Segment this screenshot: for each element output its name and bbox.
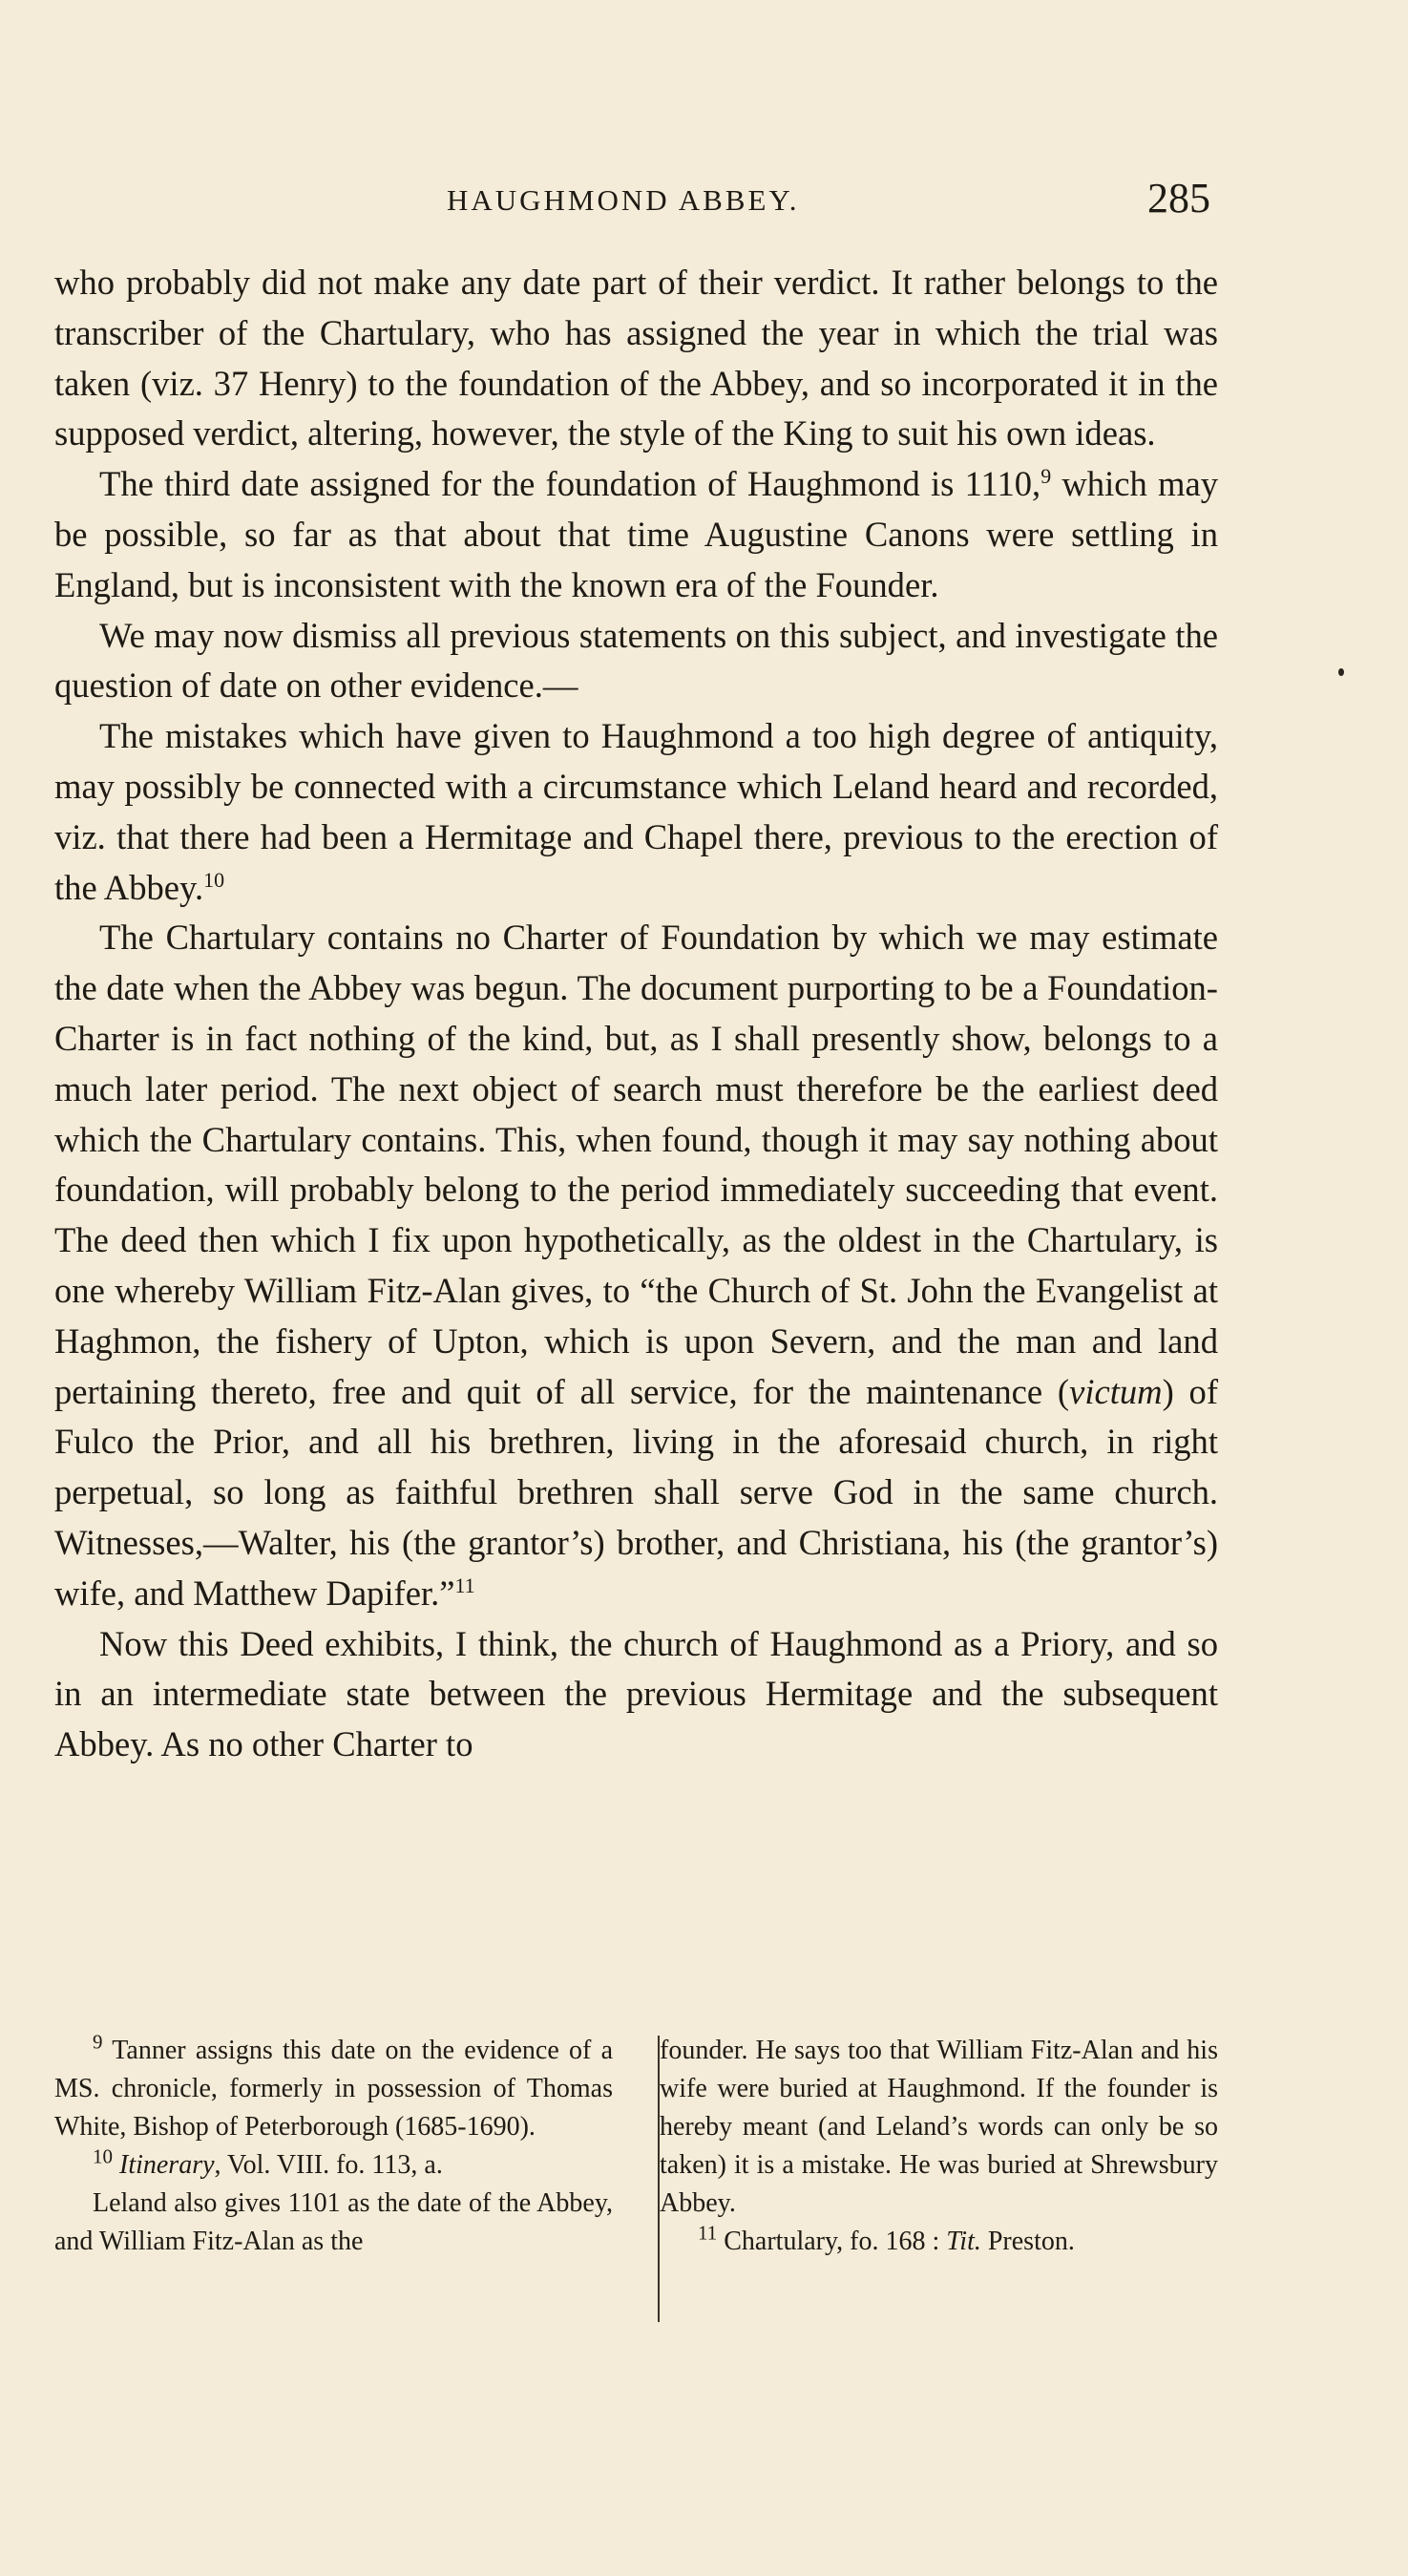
paragraph-3: We may now dismiss all previous statements on this subject, and investigate the question of date on other evidence.— [54, 615, 1218, 706]
paragraph-4: The mistakes which have given to Haughmond a too high degree of antiquity, may possibly be connected with a circumstance which Leland heard and recorded, viz. that there had been a Hermitage and Chapel there, previous to the erection of the Abbey.$^{10}$ [54, 716, 1218, 907]
paragraph-5: The Chartulary contains no Charter of Foundation by which we may estimate the date when the Abbey was begun. The document purporting to be a Foundation-Charter is in fact nothing of the kind, but, as I shall presently show, belongs to a much later period. The next object of search must therefore be the earliest deed which the Chartulary contains. This, when found, though it may say nothing about foundation, will probably belong to the period immediately succeeding that event. The deed then which I fix upon hypothetically, as the oldest in the Chartulary, is one whereby William Fitz-Alan gives, to “the Church of St. John the Evangelist at Haghmon, the fishery of Upton, which is upon Severn, and the man and land pertaining thereto, free and quit of all service, for the maintenance (victum) of Fulco the Prior, and all his brethren, living in the aforesaid church, in right perpetual, so long as faithful brethren shall serve God in the same church. Witnesses,—Walter, his (the grantor’s) brother, and Christiana, his (the grantor’s) wife, and Matthew Dapifer.”$^{11}$ [54, 918, 1219, 1613]
print-speck [1338, 668, 1344, 676]
footnotes [54, 2032, 1218, 2337]
footnote-10-continuation: founder. He says too that William Fitz-Alan and his wife were buried at Haughmond. If the founder is hereby meant (and Leland’s words can only be so taken) it is a mistake. He was buried at Shrewsbury Abbey. [660, 2036, 1218, 2218]
footnote-ref-10: 10 [203, 867, 225, 892]
footnote-11: $^{11}$ Chartulary, fo. 168 : Tit. Preston. [698, 2221, 1075, 2256]
italic-term: victum [1069, 1371, 1163, 1411]
main-text [54, 258, 1218, 1770]
footnote-ref-11: 11 [454, 1573, 475, 1597]
footnote-9: $^9$ Tanner assigns this date on the evidence of a MS. chronicle, formerly in possession of Thomas White, Bishop of Peterborough (1685-1690). [54, 2030, 613, 2142]
running-title: HAUGHMOND ABBEY. [447, 183, 800, 217]
paragraph-1: who probably did not make any date part of their verdict. It rather belongs to the transcriber of the Chartulary, who has assigned the year in which the trial was taken (viz. 37 Henry) to the foundation of the Abbey, and so incorporated it in the supposed verdict, altering, however, the style of the King to suit his own ideas. [54, 263, 1218, 454]
footnotes-right-column [660, 2032, 1218, 2261]
paragraph-6: Now this Deed exhibits, I think, the church of Haughmond as a Priory, and so in an intermediate state between the previous Hermitage and the subsequent Abbey. As no other Charter to [54, 1623, 1218, 1764]
running-head [0, 174, 1408, 231]
footnote-ref-9: 9 [1040, 464, 1052, 488]
page-number: 285 [1147, 175, 1210, 222]
footnote-10: $^{10}$ Itinerary, Vol. VIII. fo. 113, a. [93, 2144, 443, 2180]
footnote-10-continued: Leland also gives 1101 as the date of the Abbey, and William Fitz-Alan as the [54, 2188, 613, 2256]
footnotes-left-column [54, 2032, 620, 2261]
paragraph-2: The third date assigned for the foundation of Haughmond is 1110,$^9$ which may be possible, so far as that about that time Augustine Canons were settling in England, but is inconsistent with the known era of the Founder. [54, 464, 1218, 604]
